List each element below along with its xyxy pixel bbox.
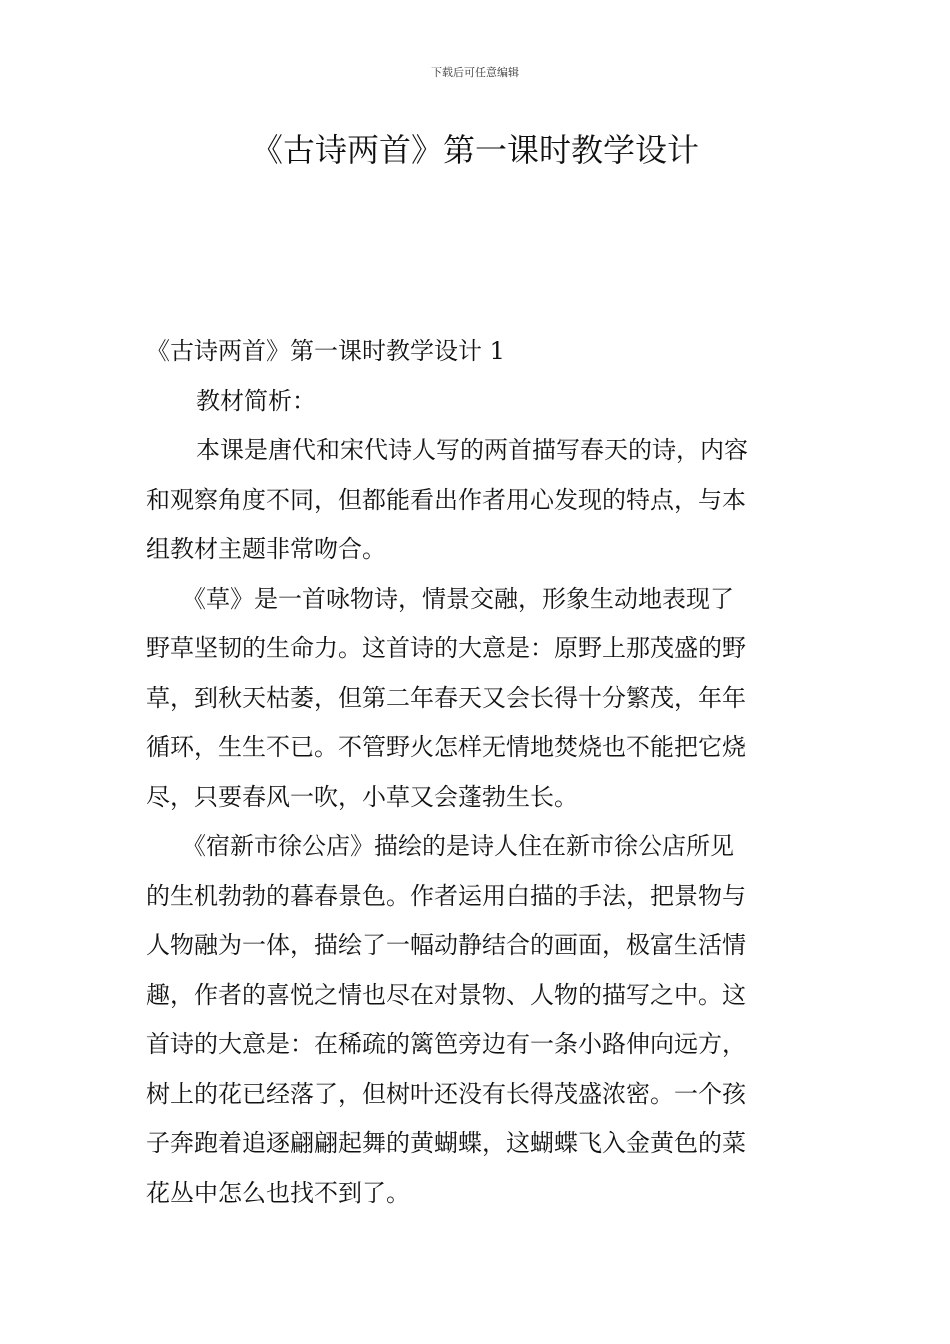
section-heading: 《古诗两首》第一课时教学设计 1 — [146, 337, 505, 365]
paragraph-line: 花丛中怎么也找不到了。 — [146, 1178, 410, 1207]
paragraph-line: 本课是唐代和宋代诗人写的两首描写春天的诗，内容 — [196, 436, 748, 464]
paragraph-line: 循环，生生不已。不管野火怎样无情地焚烧也不能把它烧 — [146, 733, 746, 761]
paragraph-line: 草，到秋天枯萎，但第二年春天又会长得十分繁茂，年年 — [146, 683, 746, 712]
paragraph-line: 《宿新市徐公店》描绘的是诗人住在新市徐公店所见 — [182, 832, 734, 860]
paragraph-3 — [146, 822, 808, 1218]
paragraph-line: 人物融为一体，描绘了一幅动静结合的画面，极富生活情 — [146, 931, 746, 959]
paragraph-line: 首诗的大意是：在稀疏的篱笆旁边有一条小路伸向远方， — [146, 1030, 746, 1058]
paragraph-line: 《草》是一首咏物诗，情景交融，形象生动地表现了 — [182, 584, 734, 613]
paragraph-line: 子奔跑着追逐翩翩起舞的黄蝴蝶，这蝴蝶飞入金黄色的菜 — [146, 1129, 746, 1157]
paragraph-line: 趣，作者的喜悦之情也尽在对景物、人物的描写之中。这 — [146, 980, 746, 1009]
subheading: 教材简析： — [196, 386, 316, 415]
paragraph-line: 树上的花已经落了，但树叶还没有长得茂盛浓密。一个孩 — [146, 1079, 746, 1108]
paragraph-line: 的生机勃勃的暮春景色。作者运用白描的手法，把景物与 — [146, 881, 746, 910]
document-body — [146, 327, 808, 1218]
document-title: 《古诗两首》第一课时教学设计 — [250, 131, 699, 169]
paragraph-line: 和观察角度不同，但都能看出作者用心发现的特点，与本 — [146, 485, 746, 514]
paragraph-line: 组教材主题非常吻合。 — [146, 535, 386, 563]
paragraph-2 — [146, 575, 808, 823]
paragraph-line: 尽，只要春风一吹，小草又会蓬勃生长。 — [146, 782, 578, 811]
header-note: 下载后可任意编辑 — [431, 66, 519, 79]
paragraph-line: 野草坚韧的生命力。这首诗的大意是：原野上那茂盛的野 — [146, 634, 746, 662]
paragraph-1 — [146, 426, 808, 575]
